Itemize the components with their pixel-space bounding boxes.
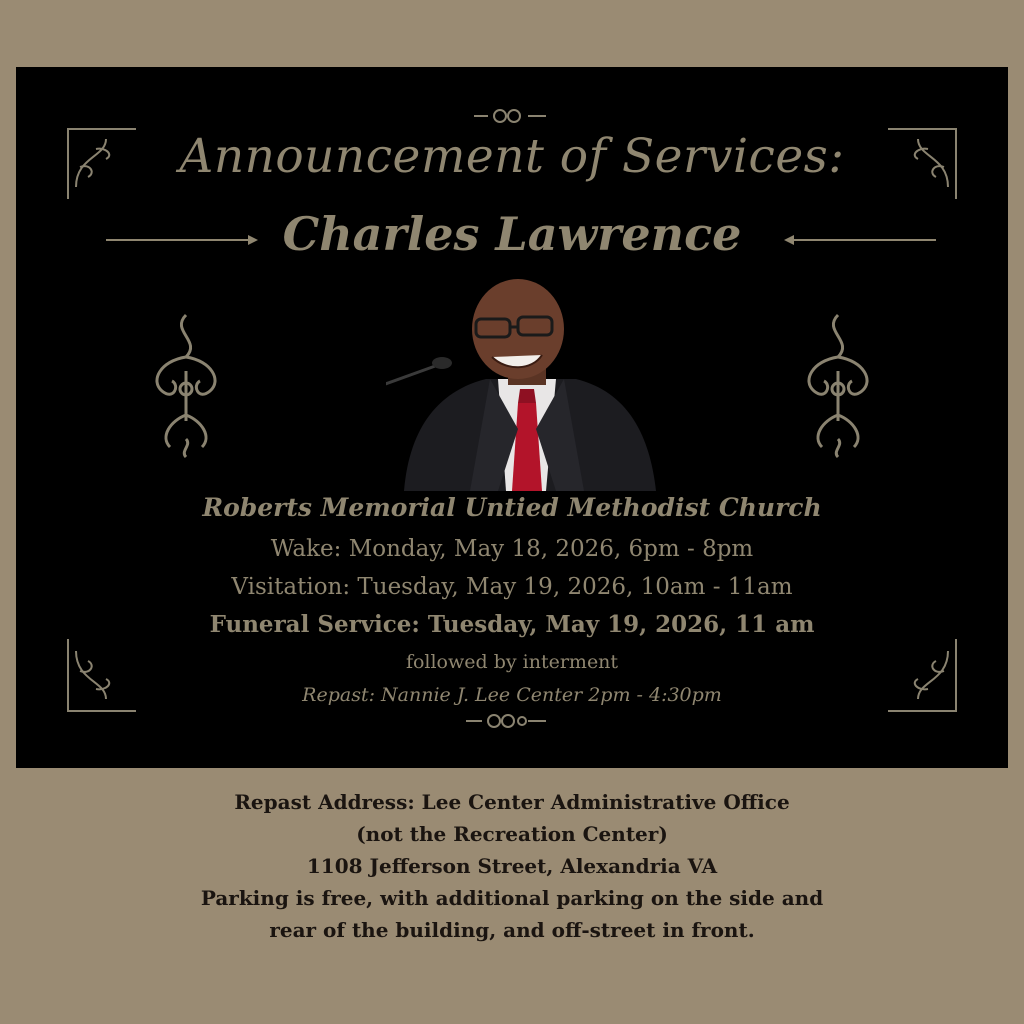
interment-note: followed by interment bbox=[405, 651, 619, 673]
top-flourish-icon bbox=[472, 105, 552, 127]
street-address: 1108 Jefferson Street, Alexandria VA bbox=[306, 854, 718, 878]
damask-ornament-right-icon bbox=[792, 311, 884, 461]
parking-note-line-1: Parking is free, with additional parking on the side and bbox=[200, 886, 824, 910]
deceased-name: Charles Lawrence bbox=[282, 207, 742, 261]
repast-address-block bbox=[0, 786, 1024, 946]
bottom-flourish-icon bbox=[464, 710, 550, 732]
repast-details: Repast: Nannie J. Lee Center 2pm - 4:30pm bbox=[302, 684, 722, 706]
announcement-card bbox=[16, 67, 1008, 768]
recreation-center-note: (not the Recreation Center) bbox=[356, 822, 668, 846]
funeral-service-details: Funeral Service: Tuesday, May 19, 2026, 11 am bbox=[209, 611, 815, 638]
damask-ornament-left-icon bbox=[140, 311, 232, 461]
wake-details: Wake: Monday, May 18, 2026, 6pm - 8pm bbox=[270, 536, 754, 562]
parking-note-line-2: rear of the building, and off-street in front. bbox=[269, 918, 755, 942]
visitation-details: Visitation: Tuesday, May 19, 2026, 10am - 11am bbox=[231, 574, 793, 600]
repast-address-line: Repast Address: Lee Center Administrative Office bbox=[234, 790, 790, 814]
church-name: Roberts Memorial Untied Methodist Church bbox=[202, 493, 822, 522]
announcement-title: Announcement of Services: bbox=[179, 129, 845, 184]
portrait-photo bbox=[386, 279, 660, 491]
